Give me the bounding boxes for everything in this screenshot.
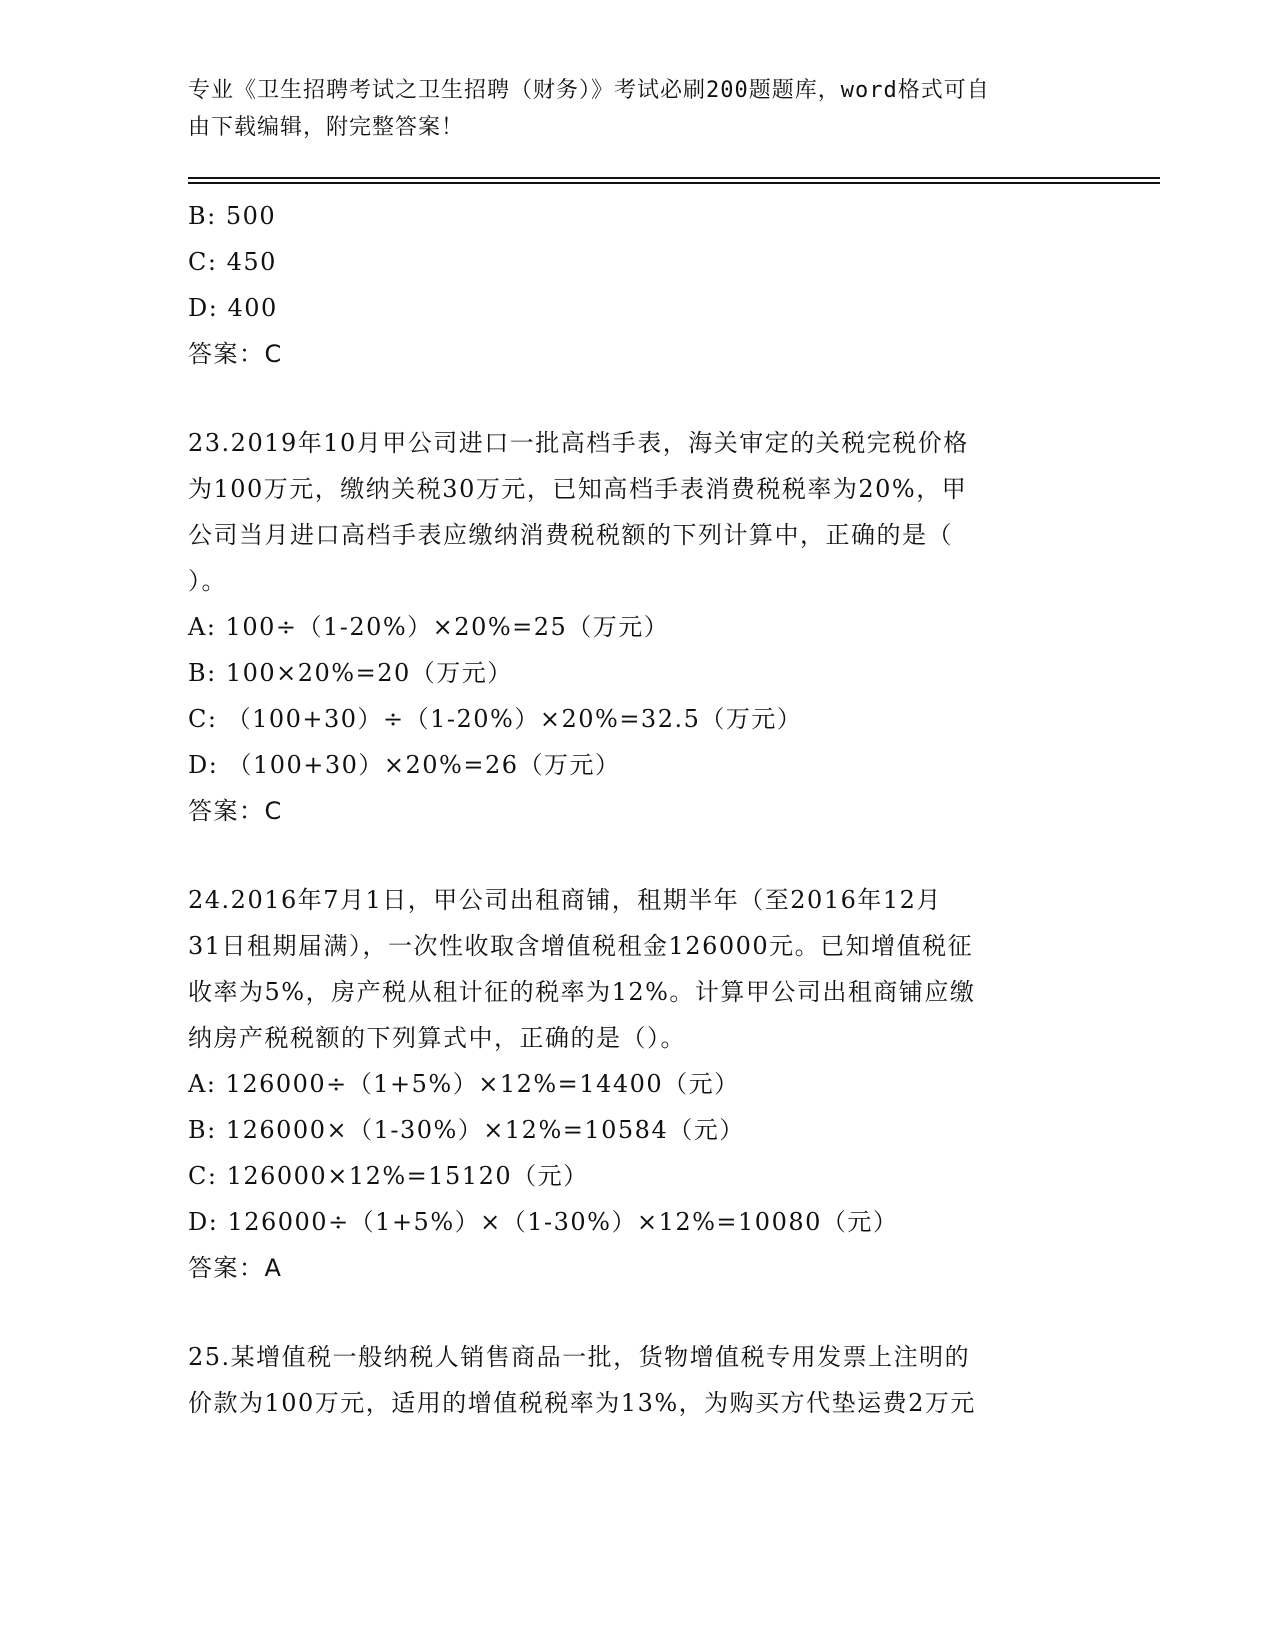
question-stem-line: 收率为5%，房产税从租计征的税率为12%。计算甲公司出租商铺应缴 [188, 978, 976, 1006]
question-stem-line: 纳房产税税额的下列算式中，正确的是（）。 [188, 1024, 686, 1052]
spacer [188, 834, 1088, 877]
header-title-line-2: 由下载编辑，附完整答案！ [188, 115, 465, 140]
option-a: A: 100÷（1-20%）×20%=25（万元） [188, 613, 670, 641]
header-divider-top [188, 177, 1160, 179]
document-header [188, 72, 1088, 146]
question-25 [188, 1334, 1088, 1426]
question-stem-line: 31日租期届满），一次性收取含增值税租金126000元。已知增值税征 [188, 932, 974, 960]
option-d: D: （100+30）×20%=26（万元） [188, 751, 621, 779]
question-stem-line: 为100万元，缴纳关税30万元，已知高档手表消费税税率为20%，甲 [188, 475, 968, 503]
question-content [188, 193, 1088, 1426]
option-c: C: 126000×12%=15120（元） [188, 1162, 589, 1190]
question-24 [188, 877, 1088, 1291]
spacer [188, 1291, 1088, 1334]
option-a: A: 126000÷（1+5%）×12%=14400（元） [188, 1070, 740, 1098]
question-stem-line: 25.某增值税一般纳税人销售商品一批，货物增值税专用发票上注明的 [188, 1343, 971, 1371]
answer-line: 答案：C [188, 797, 283, 825]
option-b: B: 126000×（1-30%）×12%=10584（元） [188, 1116, 745, 1144]
question-23 [188, 420, 1088, 834]
option-c: C: 450 [188, 248, 277, 276]
question-stem-line: 公司当月进口高档手表应缴纳消费税税额的下列计算中，正确的是（ [188, 521, 953, 549]
option-b: B: 100×20%=20（万元） [188, 659, 513, 687]
question-stem-line: 23.2019年10月甲公司进口一批高档手表，海关审定的关税完税价格 [188, 429, 969, 457]
option-c: C: （100+30）÷（1-20%）×20%=32.5（万元） [188, 705, 803, 733]
header-divider-bottom [188, 182, 1160, 184]
question-stem-line: 24.2016年7月1日，甲公司出租商铺，租期半年（至2016年12月 [188, 886, 942, 914]
answer-line: 答案：C [188, 340, 283, 368]
option-b: B: 500 [188, 202, 277, 230]
header-title-line-1: 专业《卫生招聘考试之卫生招聘（财务）》考试必刷200题题库，word格式可自 [188, 78, 990, 103]
option-d: D: 126000÷（1+5%）×（1-30%）×12%=10080（元） [188, 1208, 899, 1236]
answer-line: 答案：A [188, 1254, 283, 1282]
option-d: D: 400 [188, 294, 278, 322]
spacer [188, 377, 1088, 420]
question-stem-line: 价款为100万元，适用的增值税税率为13%，为购买方代垫运费2万元 [188, 1389, 976, 1417]
question-22 [188, 193, 1088, 377]
question-stem-line: ）。 [188, 567, 227, 595]
